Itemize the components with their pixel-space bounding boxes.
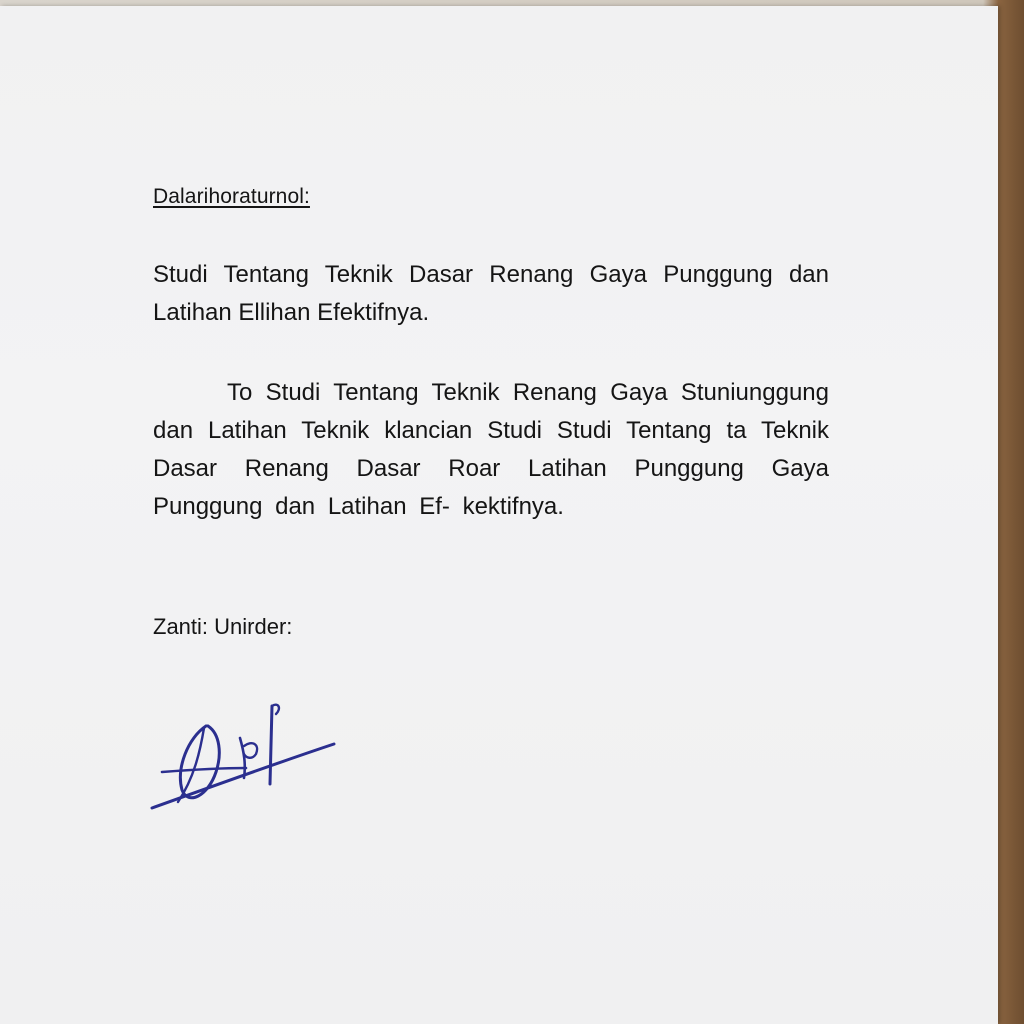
paper-sheet [0, 6, 998, 1024]
body-paragraph: To Studi Tentang Teknik Renang Gaya Stuniunggung dan Latihan Teknik klancian Studi Studi Tentang ta Teknik Dasar Renang Dasar Roar Latihan Punggung Gaya Punggung dan Latihan Ef- kektifnya. [153, 379, 829, 520]
document-title: Studi Tentang Teknik Dasar Renang Gaya Punggung dan Latihan Ellihan Efektifnya. [153, 261, 829, 326]
document-content [153, 182, 829, 642]
signature-label: Zanti: Unirder: [153, 614, 293, 639]
document-heading: Dalarihoraturnol: [153, 185, 310, 208]
handwritten-signature [148, 698, 340, 818]
